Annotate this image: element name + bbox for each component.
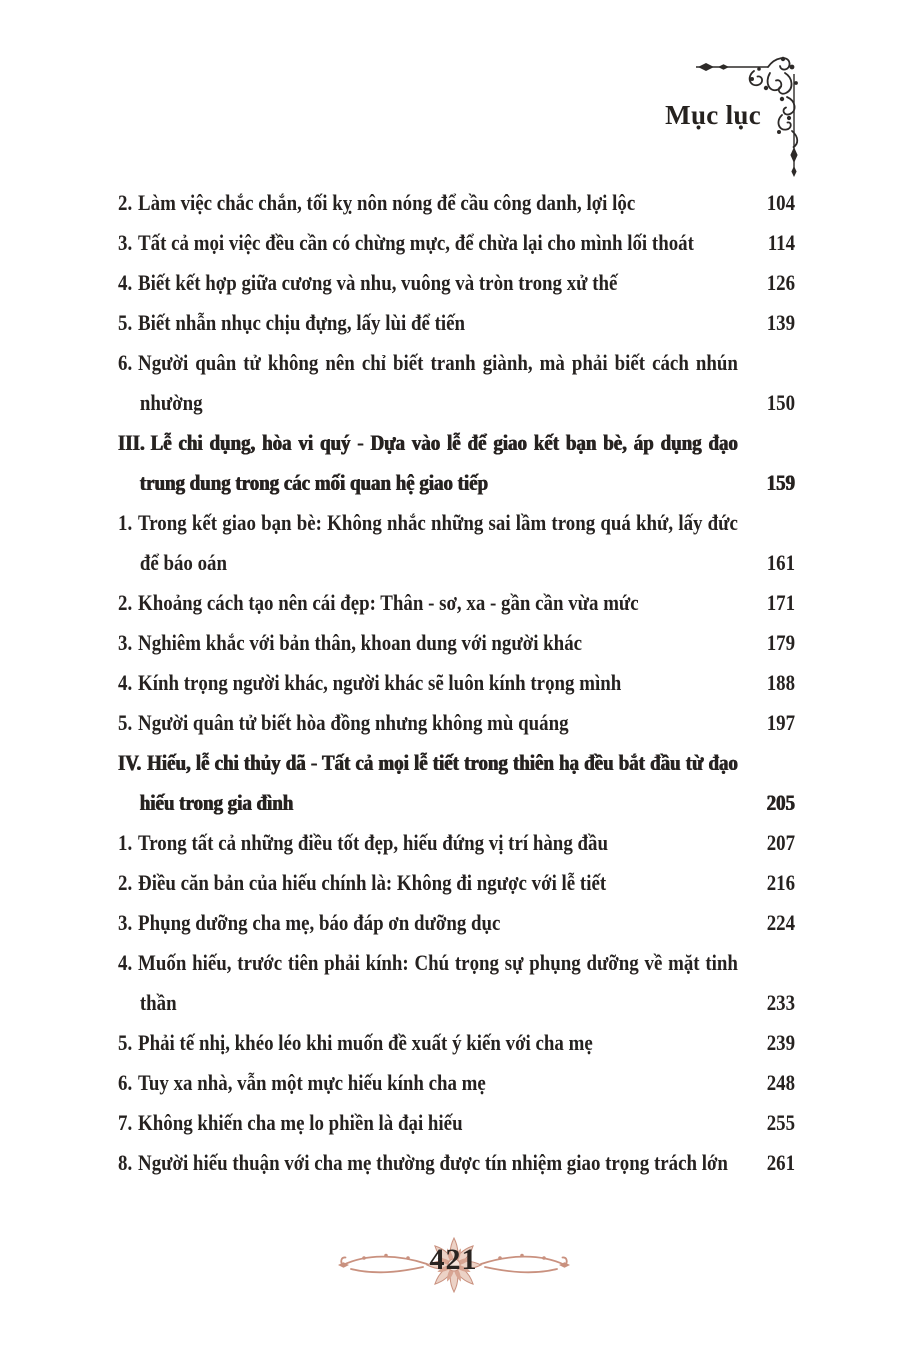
toc-entry-row: [118, 1023, 795, 1063]
toc-entry-text-wrap: [118, 343, 751, 423]
toc-entry-label: 6.: [118, 350, 133, 375]
toc-entry-page: 161: [766, 550, 796, 575]
toc-entry-page: 205: [766, 790, 796, 815]
toc-entry-label: 8.: [118, 1150, 133, 1175]
toc-entry-title: Làm việc chắc chắn, tối kỵ nôn nóng để cầu công danh, lợi lộc: [138, 190, 636, 215]
toc-entry-page: 233: [766, 990, 796, 1015]
toc-entry-row: [118, 1103, 795, 1143]
toc-entry-text-wrap: [118, 423, 751, 503]
toc-entry-label: 3.: [118, 630, 133, 655]
toc-entry-text-wrap: [118, 703, 751, 743]
toc-entry-label: 5.: [118, 1030, 133, 1055]
toc-entry-page: 197: [766, 710, 796, 735]
toc-entry-page: 126: [766, 270, 796, 295]
toc-entry-page: 248: [766, 1070, 796, 1095]
toc-entry-label: 4.: [118, 950, 133, 975]
toc-entry-page: 224: [766, 910, 796, 935]
toc-entry-text-wrap: [118, 743, 751, 823]
toc-entry-text-wrap: [118, 1103, 751, 1143]
page-footer: [0, 1234, 907, 1300]
toc-entry-row: [118, 223, 795, 263]
toc-entry-label: 5.: [118, 710, 133, 735]
toc-entry-row: [118, 823, 795, 863]
toc-entry-row: [118, 703, 795, 743]
toc-entry-label: 5.: [118, 310, 133, 335]
toc-entry-text-wrap: [118, 663, 751, 703]
toc-entry-page: 171: [766, 590, 796, 615]
toc-entry-label: 1.: [118, 510, 133, 535]
toc-entry-title: Phải tế nhị, khéo léo khi muốn đề xuất ý kiến với cha mẹ: [138, 1030, 593, 1055]
toc-entry-row: [118, 1063, 795, 1103]
toc-entry-row: [118, 943, 795, 1023]
toc-entry-row: [118, 623, 795, 663]
toc-entry-label: 4.: [118, 270, 133, 295]
toc-entry-row: [118, 303, 795, 343]
toc-entry-label: 2.: [118, 870, 133, 895]
toc-entry-row: [118, 663, 795, 703]
toc-entry-page: 188: [766, 670, 796, 695]
toc-entry-page: 255: [766, 1110, 796, 1135]
toc-entry-row: [118, 503, 795, 583]
toc-entry-label: IV.: [118, 750, 142, 775]
toc-entry-page: 104: [766, 190, 796, 215]
toc-entry-title: Người quân tử không nên chỉ biết tranh giành, mà phải biết cách nhún nhường: [138, 350, 738, 415]
toc-entry-label: 6.: [118, 1070, 133, 1095]
toc-entry-title: Điều căn bản của hiếu chính là: Không đi ngược với lễ tiết: [138, 870, 607, 895]
toc-entry-text-wrap: [118, 823, 751, 863]
toc-entry-label: 2.: [118, 190, 133, 215]
toc-entry-title: Lễ chi dụng, hòa vi quý - Dựa vào lễ để giao kết bạn bè, áp dụng đạo trung dung trong các mối quan hệ giao tiếp: [139, 430, 738, 495]
toc-entry-label: 2.: [118, 590, 133, 615]
toc-entry-page: 150: [766, 390, 796, 415]
footer-ornament-wrap: [338, 1234, 570, 1300]
toc-entry-row: [118, 583, 795, 623]
toc-entry-title: Người quân tử biết hòa đồng nhưng không mù quáng: [138, 710, 569, 735]
toc-entry-row: [118, 343, 795, 423]
toc-entry-page: 216: [766, 870, 796, 895]
toc-entry-row: [118, 423, 795, 503]
toc-entry-row: [118, 263, 795, 303]
toc-entry-page: 179: [766, 630, 796, 655]
toc-entry-title: Tất cả mọi việc đều cần có chừng mực, để chừa lại cho mình lối thoát: [138, 230, 694, 255]
toc-entry-row: [118, 183, 795, 223]
page-title: Mục lục: [665, 100, 761, 130]
toc-entry-text-wrap: [118, 583, 751, 623]
toc-entry-page: 139: [766, 310, 796, 335]
toc-entry-text-wrap: [118, 183, 751, 223]
toc-entry-text-wrap: [118, 263, 751, 303]
toc-entry-text-wrap: [118, 863, 751, 903]
toc-entry-page: 261: [766, 1150, 796, 1175]
toc-entry-title: Kính trọng người khác, người khác sẽ luôn kính trọng mình: [138, 670, 622, 695]
corner-flourish-icon: [696, 52, 808, 180]
toc-entry-row: [118, 1143, 795, 1183]
toc-entry-label: 3.: [118, 910, 133, 935]
toc-entry-row: [118, 863, 795, 903]
toc-entry-text-wrap: [118, 503, 751, 583]
toc-entry-title: Khoảng cách tạo nên cái đẹp: Thân - sơ, xa - gần cần vừa mức: [138, 590, 639, 615]
toc-entry-title: Biết nhẫn nhục chịu đựng, lấy lùi để tiến: [138, 310, 466, 335]
toc-entry-title: Muốn hiếu, trước tiên phải kính: Chú trọng sự phụng dưỡng về mặt tinh thần: [138, 950, 738, 1015]
toc-entry-text-wrap: [118, 943, 751, 1023]
toc-entry-page: 207: [766, 830, 796, 855]
toc-entry-title: Trong kết giao bạn bè: Không nhắc những sai lầm trong quá khứ, lấy đức để báo oán: [138, 510, 738, 575]
toc-entry-row: [118, 903, 795, 943]
toc-list: [118, 183, 795, 1183]
toc-entry-label: 3.: [118, 230, 133, 255]
toc-entry-text-wrap: [118, 1023, 751, 1063]
toc-entry-text-wrap: [118, 903, 751, 943]
toc-entry-text-wrap: [118, 623, 751, 663]
toc-entry-title: Biết kết hợp giữa cương và nhu, vuông và tròn trong xử thế: [138, 270, 618, 295]
toc-entry-title: Người hiếu thuận với cha mẹ thường được tín nhiệm giao trọng trách lớn: [138, 1150, 728, 1175]
toc-entry-title: Phụng dưỡng cha mẹ, báo đáp ơn dưỡng dục: [138, 910, 501, 935]
toc-entry-page: 114: [767, 230, 796, 255]
page-number: 421: [429, 1243, 478, 1276]
toc-entry-row: [118, 743, 795, 823]
toc-entry-text-wrap: [118, 223, 751, 263]
toc-entry-title: Nghiêm khắc với bản thân, khoan dung với người khác: [138, 630, 583, 655]
toc-entry-label: 1.: [118, 830, 133, 855]
toc-entry-text-wrap: [118, 1143, 751, 1183]
toc-entry-label: 4.: [118, 670, 133, 695]
toc-entry-title: Hiếu, lễ chi thủy dã - Tất cả mọi lễ tiết trong thiên hạ đều bắt đầu từ đạo hiếu trong gia đình: [139, 750, 738, 815]
toc-entry-title: Không khiến cha mẹ lo phiền là đại hiếu: [138, 1110, 463, 1135]
toc-entry-title: Tuy xa nhà, vẫn một mực hiếu kính cha mẹ: [138, 1070, 486, 1095]
toc-entry-title: Trong tất cả những điều tốt đẹp, hiếu đứng vị trí hàng đầu: [138, 830, 608, 855]
toc-entry-text-wrap: [118, 303, 751, 343]
toc-entry-page: 159: [766, 470, 796, 495]
toc-entry-label: 7.: [118, 1110, 133, 1135]
toc-entry-label: III.: [118, 430, 145, 455]
toc-entry-page: 239: [766, 1030, 796, 1055]
toc-entry-text-wrap: [118, 1063, 751, 1103]
